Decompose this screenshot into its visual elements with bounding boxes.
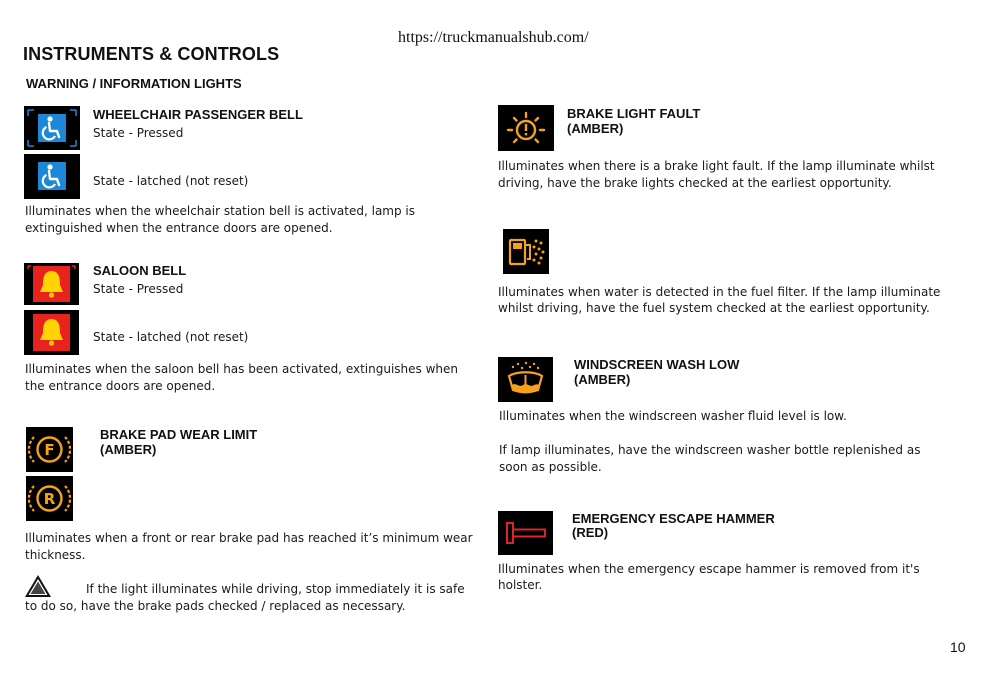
brake-light-title-line2: (AMBER) [567, 121, 624, 136]
windscreen-wash-title-line1: WINDSCREEN WASH LOW [574, 357, 740, 372]
wheelchair-bell-title: WHEELCHAIR PASSENGER BELL [93, 107, 303, 122]
brake-pad-description-line2: thickness. [25, 548, 86, 562]
windscreen-wash-icon [498, 357, 553, 402]
escape-hammer-description-line1: Illuminates when the emergency escape hammer is removed from it's [498, 562, 920, 576]
saloon-description-line1: Illuminates when the saloon bell has been activated, extinguishes when [25, 362, 459, 376]
saloon-bell-latched-icon [24, 310, 79, 355]
windscreen-wash-advice-line2: soon as possible. [499, 460, 602, 474]
warning-triangle-icon [24, 574, 52, 598]
escape-hammer-title-line1: EMERGENCY ESCAPE HAMMER [572, 511, 775, 526]
brake-pad-rear-icon [26, 476, 73, 521]
water-in-fuel-icon [503, 229, 549, 274]
brake-light-fault-icon [498, 105, 554, 151]
wheelchair-description-line1: Illuminates when the wheelchair station bell is activated, lamp is [25, 204, 416, 218]
wheelchair-state-latched: State - latched (not reset) [93, 174, 249, 188]
wheelchair-state-pressed: State - Pressed [93, 126, 184, 140]
saloon-bell-pressed-icon [24, 263, 79, 305]
wheelchair-pressed-icon [24, 106, 80, 150]
windscreen-wash-description: Illuminates when the windscreen washer fluid level is low. [499, 409, 847, 423]
brake-pad-warning-line2: to do so, have the brake pads checked / replaced as necessary. [25, 599, 406, 613]
escape-hammer-icon [498, 511, 553, 555]
page-title: INSTRUMENTS & CONTROLS [23, 44, 280, 64]
section-subtitle: WARNING / INFORMATION LIGHTS [26, 76, 242, 91]
page-number: 10 [950, 639, 966, 655]
windscreen-wash-title-line2: (AMBER) [574, 372, 631, 387]
wheelchair-description-line2: extinguished when the entrance doors are opened. [25, 221, 333, 235]
saloon-state-pressed: State - Pressed [93, 282, 184, 296]
brake-pad-warning-line1: If the light illuminates while driving, stop immediately it is safe [86, 582, 465, 596]
brake-pad-front-icon [26, 427, 73, 472]
windscreen-wash-advice-line1: If lamp illuminates, have the windscreen washer bottle replenished as [499, 443, 921, 457]
brake-pad-description-line1: Illuminates when a front or rear brake pad has reached it’s minimum wear [25, 531, 473, 545]
escape-hammer-description-line2: holster. [498, 578, 543, 592]
wheelchair-latched-icon [24, 154, 80, 199]
saloon-description-line2: the entrance doors are opened. [25, 379, 216, 393]
brake-light-description-line2: driving, have the brake lights checked at the earliest opportunity. [498, 176, 892, 190]
escape-hammer-title-line2: (RED) [572, 525, 609, 540]
svg-text:F: F [44, 441, 55, 459]
saloon-state-latched: State - latched (not reset) [93, 330, 249, 344]
source-url[interactable]: https://truckmanualshub.com/ [398, 29, 589, 46]
brake-pad-title-line1: BRAKE PAD WEAR LIMIT [100, 427, 258, 442]
saloon-bell-title: SALOON BELL [93, 263, 187, 278]
brake-light-title-line1: BRAKE LIGHT FAULT [567, 106, 701, 121]
water-in-fuel-description-line2: whilst driving, have the fuel system checked at the earliest opportunity. [498, 301, 930, 315]
svg-text:R: R [43, 490, 56, 508]
water-in-fuel-description-line1: Illuminates when water is detected in the fuel filter. If the lamp illuminate [498, 285, 941, 299]
brake-light-description-line1: Illuminates when there is a brake light fault. If the lamp illuminate whilst [498, 159, 935, 173]
brake-pad-title-line2: (AMBER) [100, 442, 157, 457]
